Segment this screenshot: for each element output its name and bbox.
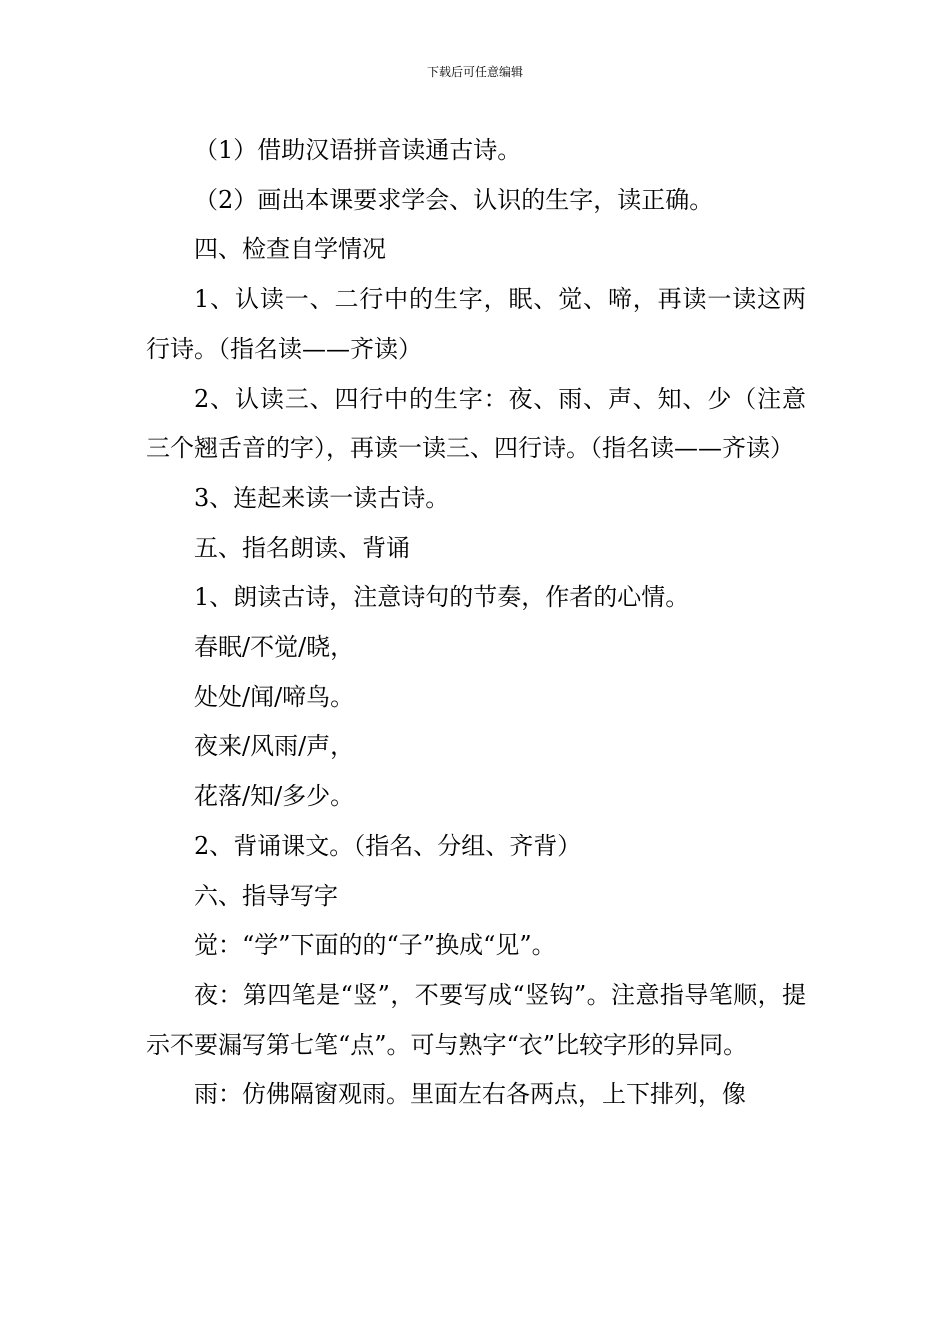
paragraph-check-1: 1、认读一、二行中的生字，眠、觉、啼，再读一读这两行诗。（指名读——齐读）	[146, 285, 806, 363]
poem-line-4: 花落/知/多少。	[194, 782, 355, 811]
document-body	[146, 126, 806, 1120]
paragraph-recite-1: 1、朗读古诗，注意诗句的节奏，作者的心情。	[194, 583, 690, 612]
poem-line-1: 春眠/不觉/晓，	[194, 633, 355, 662]
paragraph-step-2: （2）画出本课要求学会、认识的生字，读正确。	[194, 185, 714, 214]
paragraph-char-jue: 觉：“学”下面的的“子”换成“见”。	[194, 931, 556, 960]
poem-line-2: 处处/闻/啼鸟。	[194, 682, 355, 711]
paragraph-char-ye: 夜：第四笔是“竖”，不要写成“竖钩”。注意指导笔顺，提示不要漏写第七笔“点”。可与熟字“衣”比较字形的异同。	[146, 980, 806, 1059]
page-header: 下载后可任意编辑	[426, 65, 523, 79]
section-heading-4: 四、检查自学情况	[194, 235, 386, 264]
poem-line-3: 夜来/风雨/声，	[194, 732, 355, 761]
paragraph-check-2: 2、认读三、四行中的生字：夜、雨、声、知、少（注意三个翘舌音的字），再读一读三、四行诗。（指名读——齐读）	[146, 384, 806, 463]
paragraph-char-yu: 雨：仿佛隔窗观雨。里面左右各两点，上下排列，像	[194, 1080, 746, 1109]
section-heading-5: 五、指名朗读、背诵	[194, 533, 410, 562]
section-heading-6: 六、指导写字	[194, 881, 338, 910]
paragraph-step-1: （1）借助汉语拼音读通古诗。	[194, 136, 522, 164]
paragraph-check-3: 3、连起来读一读古诗。	[194, 483, 450, 512]
paragraph-recite-2: 2、背诵课文。（指名、分组、齐背）	[194, 831, 582, 860]
